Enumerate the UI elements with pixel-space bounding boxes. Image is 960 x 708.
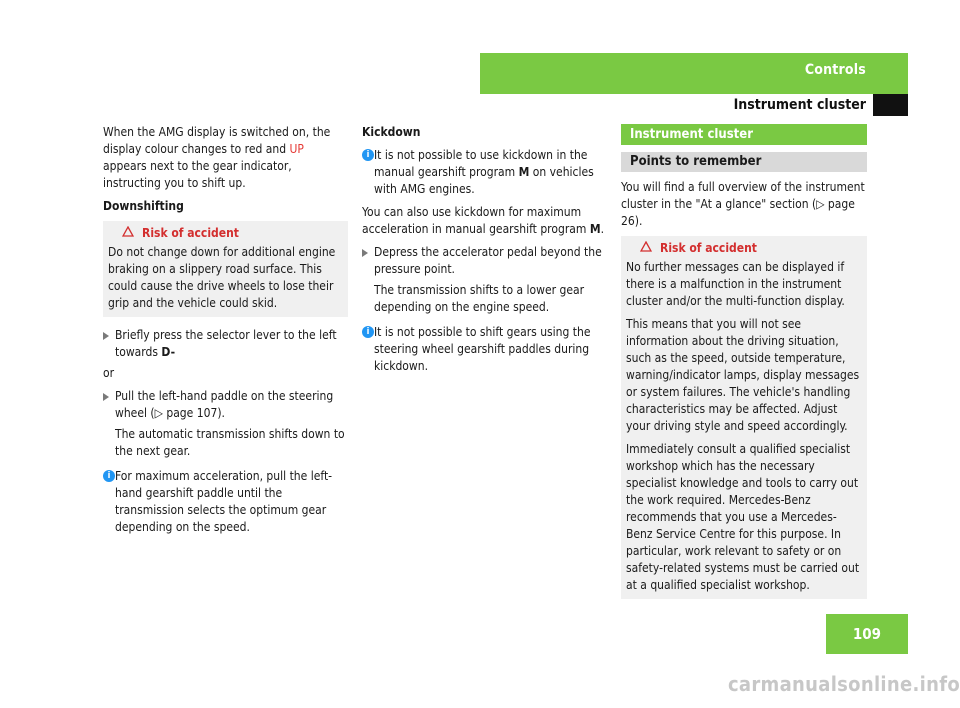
- subsection-title: Instrument cluster: [733, 97, 866, 113]
- info-icon: i: [103, 470, 115, 482]
- column-left: [103, 124, 348, 542]
- kickdown-paragraph: You can also use kickdown for maximum acceleration in manual gearshift program M.: [362, 205, 604, 236]
- step-arrow-icon: [103, 393, 109, 401]
- step-item: Depress the accelerator pedal beyond the pressure point.: [362, 244, 605, 278]
- warning-triangle-icon: [122, 225, 134, 242]
- page-number: 109: [826, 614, 908, 654]
- warning-paragraph: No further messages can be displayed if there is a malfunction in the instrument cluster and/or the multi-function display.: [626, 260, 845, 308]
- info-note: i For maximum acceleration, pull the left-hand gearshift paddle until the transmission selects the optimum gear depending on the speed.: [103, 468, 348, 536]
- column-right: [621, 124, 867, 609]
- amg-display-paragraph: When the AMG display is switched on, the display colour changes to red and UP appears next to the gear indicator, instructing you to shift up.: [103, 125, 331, 190]
- step-item: Briefly press the selector lever to the left towards D-: [103, 327, 348, 361]
- info-icon: i: [362, 326, 374, 338]
- kickdown-heading: Kickdown: [362, 125, 421, 139]
- warning-triangle-icon: [640, 240, 652, 257]
- warning-paragraph: This means that you will not see information about the driving situation, such as the speed, outside temperature, warning/indicator lamps, display messages or system failures. The vehicle's handling characteristics may be affected. Adjust your driving style and speed accordingly.: [626, 317, 860, 433]
- warning-paragraph: Immediately consult a qualified specialist workshop which has the necessary specialist knowledge and tools to carry out the work required. Mercedes-Benz recommends that you use a Mercedes-Benz Service Centre for this purpose. In particular, work relevant to safety or on safety-related systems must be carried out at a qualified specialist workshop.: [626, 442, 860, 592]
- section-title: Controls: [804, 62, 866, 78]
- warning-box: [621, 236, 867, 599]
- points-to-remember-bar: Points to remember: [621, 152, 867, 172]
- watermark: carmanualsonline.info: [727, 672, 960, 696]
- step-arrow-icon: [103, 332, 109, 340]
- step-item: Pull the left-hand paddle on the steering wheel (▷ page 107).: [103, 388, 348, 422]
- warning-title: Risk of accident: [122, 225, 343, 242]
- warning-body: Do not change down for additional engine braking on a slippery road surface. This could cause the drive wheels to lose their grip and the vehicle could skid.: [108, 245, 336, 310]
- step-result: The transmission shifts to a lower gear depending on the engine speed.: [374, 283, 585, 314]
- info-note: i It is not possible to shift gears using the steering wheel gearshift paddles during kickdown.: [362, 324, 605, 375]
- step-result: The automatic transmission shifts down to the next gear.: [115, 427, 345, 458]
- info-note: i It is not possible to use kickdown in the manual gearshift program M on vehicles with AMG engines.: [362, 147, 605, 198]
- downshifting-heading: Downshifting: [103, 199, 184, 213]
- or-text: or: [103, 366, 115, 380]
- warning-title: Risk of accident: [640, 240, 862, 257]
- up-indicator: UP: [289, 142, 304, 156]
- column-middle: [362, 124, 605, 381]
- info-icon: i: [362, 149, 374, 161]
- warning-box: [103, 221, 348, 317]
- instrument-cluster-bar: Instrument cluster: [621, 124, 867, 145]
- corner-marker: [873, 94, 908, 116]
- overview-paragraph: You will find a full overview of the instrument cluster in the "At a glance" section (▷ page 26).: [621, 180, 865, 228]
- step-arrow-icon: [362, 249, 368, 257]
